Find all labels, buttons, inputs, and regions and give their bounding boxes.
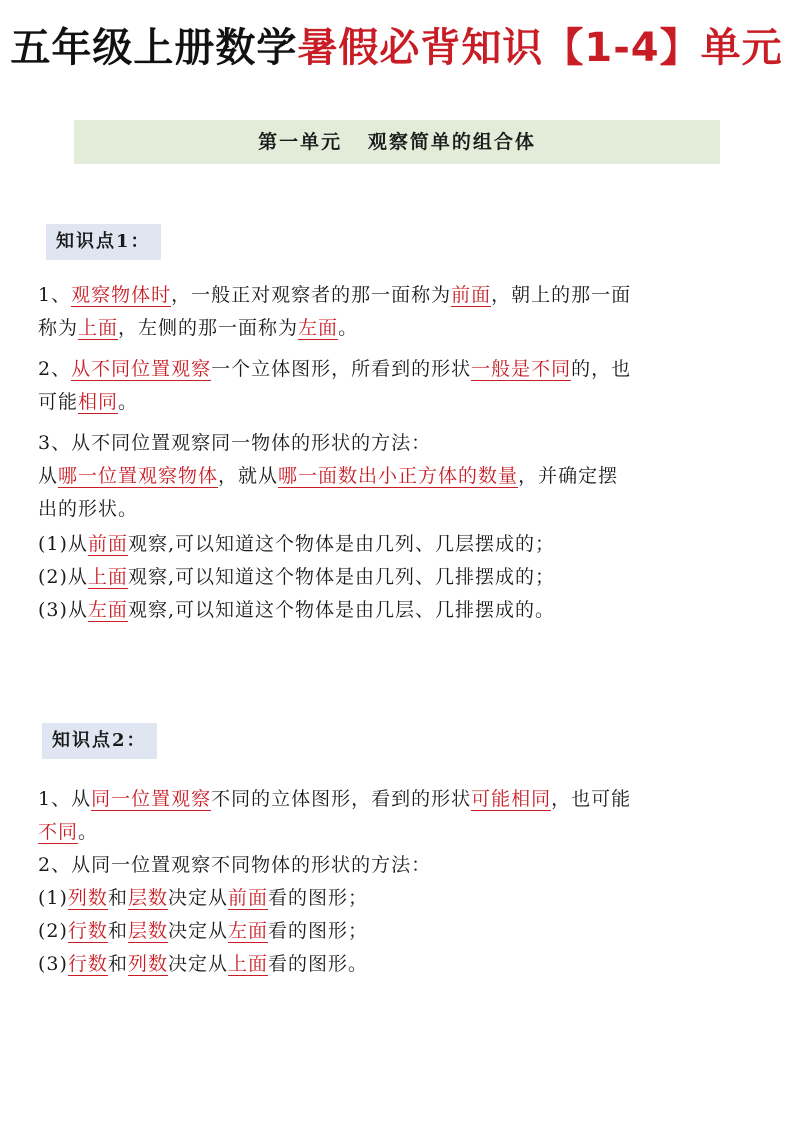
- keyword: 层数: [127, 887, 168, 909]
- kp1-line: [38, 312, 758, 345]
- keyword: 列数: [67, 887, 108, 909]
- knowledge-point-1-label: 知识点1：: [46, 224, 161, 260]
- text: (1): [38, 887, 68, 909]
- text: 的，也: [571, 358, 632, 380]
- text: 可能: [38, 391, 79, 413]
- kp2-line: [38, 882, 758, 915]
- kp1-line: [38, 386, 758, 419]
- keyword: 前面: [451, 284, 492, 306]
- title-grade: 五年级上册数学: [10, 25, 298, 71]
- kp1-line: [38, 561, 758, 594]
- knowledge-point-2-label: 知识点2：: [42, 723, 157, 759]
- title-topic: 暑假必背知识【1-4】单元: [297, 25, 783, 71]
- keyword: 左面: [227, 920, 268, 942]
- keyword: 哪一位置观察物体: [58, 465, 219, 487]
- text: 观察,可以知道这个物体是由几列、几层摆成的；: [127, 533, 555, 555]
- text: (1)从: [38, 533, 88, 555]
- keyword: 上面: [87, 566, 128, 588]
- text: ，一般正对观察者的那一面称为: [171, 284, 452, 306]
- text: 。: [338, 317, 359, 339]
- keyword: 行数: [67, 953, 108, 975]
- text: 1、: [38, 284, 72, 306]
- text: (2): [38, 920, 68, 942]
- kp2-line: [38, 816, 758, 849]
- keyword: 观察物体时: [71, 284, 172, 306]
- kp2-line: [38, 948, 758, 981]
- keyword: 前面: [87, 533, 128, 555]
- text: 。: [118, 391, 139, 413]
- keyword: 左面: [87, 599, 128, 621]
- text: 一个立体图形，所看到的形状: [211, 358, 472, 380]
- keyword: 相同: [78, 391, 119, 413]
- kp1-line: [38, 528, 758, 561]
- keyword: 哪一面数出小正方体的数量: [278, 465, 519, 487]
- text: 看的图形；: [268, 887, 369, 909]
- kp1-line: [38, 353, 758, 386]
- text: ，左侧的那一面称为: [118, 317, 299, 339]
- kp1-line: [38, 279, 758, 312]
- keyword: 列数: [127, 953, 168, 975]
- text: 观察,可以知道这个物体是由几层、几排摆成的。: [127, 599, 555, 621]
- text: 决定从: [167, 920, 228, 942]
- text: 和: [107, 887, 128, 909]
- page-title: [0, 22, 793, 74]
- text: 称为: [38, 317, 79, 339]
- keyword: 前面: [227, 887, 268, 909]
- kp2-line: [38, 915, 758, 948]
- keyword: 左面: [298, 317, 339, 339]
- kp2-line: [38, 783, 758, 816]
- keyword: 不同: [38, 821, 79, 843]
- keyword: 上面: [227, 953, 268, 975]
- text: ，也可能: [551, 788, 632, 810]
- text: (3): [38, 953, 68, 975]
- text: 看的图形；: [268, 920, 369, 942]
- kp1-line: [38, 594, 758, 627]
- kp1-line: 3、从不同位置观察同一物体的形状的方法：: [38, 432, 432, 454]
- kp1-line: [38, 460, 758, 493]
- text: 2、: [38, 358, 72, 380]
- text: 从: [38, 465, 59, 487]
- text: ，并确定摆: [518, 465, 619, 487]
- text: ，就从: [218, 465, 279, 487]
- text: 看的图形。: [268, 953, 369, 975]
- text: (2)从: [38, 566, 88, 588]
- keyword: 同一位置观察: [91, 788, 212, 810]
- kp2-line: 2、从同一位置观察不同物体的形状的方法：: [38, 854, 432, 876]
- knowledge-point-2-body: [38, 783, 758, 981]
- keyword: 从不同位置观察: [71, 358, 212, 380]
- text: 决定从: [167, 953, 228, 975]
- keyword: 上面: [78, 317, 119, 339]
- keyword: 行数: [67, 920, 108, 942]
- text: (3)从: [38, 599, 88, 621]
- text: 不同的立体图形，看到的形状: [211, 788, 472, 810]
- text: 观察,可以知道这个物体是由几列、几排摆成的；: [127, 566, 555, 588]
- text: 决定从: [167, 887, 228, 909]
- text: 。: [78, 821, 99, 843]
- text: ，朝上的那一面: [491, 284, 632, 306]
- knowledge-point-1-body: [38, 279, 758, 627]
- keyword: 可能相同: [471, 788, 552, 810]
- text: 1、从: [38, 788, 92, 810]
- keyword: 一般是不同: [471, 358, 572, 380]
- text: 和: [107, 953, 128, 975]
- keyword: 层数: [127, 920, 168, 942]
- unit-banner: 第一单元 观察简单的组合体: [74, 120, 720, 164]
- text: 和: [107, 920, 128, 942]
- kp1-line: 出的形状。: [38, 498, 139, 520]
